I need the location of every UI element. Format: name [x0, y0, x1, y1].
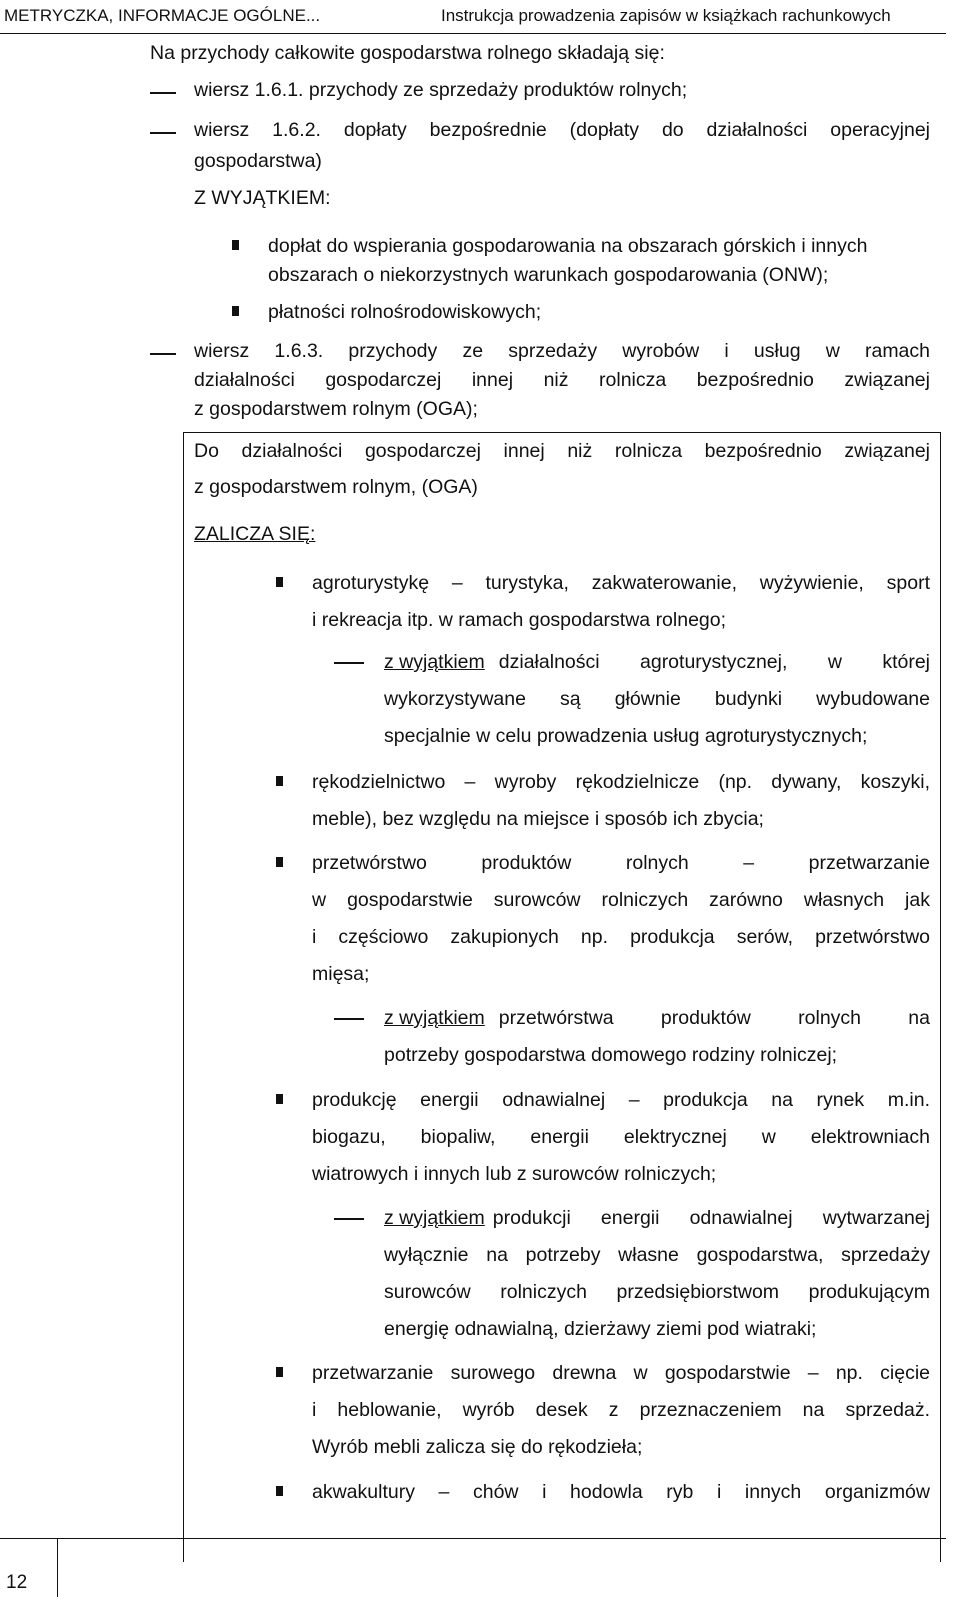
agrotourism-exception-line3: specjalnie w celu prowadzenia usług agroturystycznych;: [384, 725, 868, 747]
aquaculture-line1: akwakultury – chów i hodowla ryb i innych organizmów: [312, 1481, 930, 1503]
square-bullet-icon: [276, 1486, 283, 1496]
energy-line2: biogazu, biopaliw, energii elektrycznej w elektrowniach: [312, 1126, 930, 1148]
oga-box: [183, 432, 941, 1562]
agrotourism-line1: agroturystykę – turystyka, zakwaterowanie, wyżywienie, sport: [312, 572, 930, 594]
energy-exception-line4: energię odnawialną, dzierżawy ziemi pod wiatraki;: [384, 1318, 817, 1340]
except-label: Z WYJĄTKIEM:: [194, 187, 331, 209]
dash-bullet: [150, 132, 176, 134]
energy-exception-line1: [384, 1207, 930, 1230]
square-bullet-icon: [276, 1094, 283, 1104]
agrotourism-line2: i rekreacja itp. w ramach gospodarstwa rolnego;: [312, 609, 727, 631]
processing-line3: i częściowo zakupionych np. produkcja serów, przetwórstwo: [312, 926, 930, 948]
processing-exception-text: przetwórstwa produktów rolnych na: [498, 1007, 930, 1029]
except-underlined: z wyjątkiem: [384, 1207, 485, 1229]
wood-line3: Wyrób mebli zalicza się do rękodzieła;: [312, 1436, 643, 1458]
wood-line2: i heblowanie, wyrób desek z przeznaczeniem na sprzedaż.: [312, 1399, 930, 1421]
processing-line1: przetwórstwo produktów rolnych – przetwarzanie: [312, 852, 930, 874]
square-bullet-icon: [276, 577, 283, 587]
energy-exception-line3: surowców rolniczych przedsiębiorstwom produkującym: [384, 1281, 930, 1303]
square-bullet-icon: [232, 240, 239, 250]
exception-onw-line1: dopłat do wspierania gospodarowania na obszarach górskich i innych: [268, 235, 868, 257]
processing-line2: w gospodarstwie surowców rolniczych zarówno własnych jak: [312, 889, 930, 911]
handicraft-line1: rękodzielnictwo – wyroby rękodzielnicze (np. dywany, koszyki,: [312, 771, 930, 793]
dash-bullet: [334, 662, 364, 664]
agrotourism-exception-line1: [384, 651, 930, 674]
processing-exception-line1: [384, 1007, 930, 1030]
square-bullet-icon: [276, 776, 283, 786]
dash-bullet: [334, 1018, 364, 1020]
row-1-6-3-line1: wiersz 1.6.3. przychody ze sprzedaży wyrobów i usług w ramach: [194, 340, 930, 362]
header-section-title: METRYCZKA, INFORMACJE OGÓLNE...: [4, 6, 321, 25]
row-1-6-1: wiersz 1.6.1. przychody ze sprzedaży produktów rolnych;: [194, 79, 688, 101]
oga-definition-line2: z gospodarstwem rolnym, (OGA): [194, 476, 478, 498]
handicraft-line2: meble), bez względu na miejsce i sposób ich zbycia;: [312, 808, 764, 830]
processing-exception-line2: potrzeby gospodarstwa domowego rodziny rolniczej;: [384, 1044, 838, 1066]
dash-bullet: [334, 1218, 364, 1220]
dash-bullet: [150, 353, 176, 355]
energy-line1: produkcję energii odnawialnej – produkcja na rynek m.in.: [312, 1089, 930, 1111]
row-1-6-3-line2: działalności gospodarczej innej niż rolnicza bezpośrednio związanej: [194, 369, 930, 391]
wood-line1: przetwarzanie surowego drewna w gospodarstwie – np. cięcie: [312, 1362, 930, 1384]
oga-definition-line1: Do działalności gospodarczej innej niż rolnicza bezpośrednio związanej: [194, 440, 930, 462]
dash-bullet: [150, 92, 176, 94]
row-1-6-2-line2: gospodarstwa): [194, 150, 322, 172]
row-1-6-2-line1: wiersz 1.6.2. dopłaty bezpośrednie (dopłaty do działalności operacyjnej: [194, 119, 930, 141]
processing-line4: mięsa;: [312, 963, 370, 985]
header-rule: [0, 33, 946, 34]
intro-text: Na przychody całkowite gospodarstwa rolnego składają się:: [150, 42, 665, 64]
square-bullet-icon: [232, 306, 239, 316]
footer-divider: [57, 1538, 58, 1597]
square-bullet-icon: [276, 857, 283, 867]
exception-agri-env: płatności rolnośrodowiskowych;: [268, 301, 542, 323]
row-1-6-3-line3: z gospodarstwem rolnym (OGA);: [194, 398, 478, 420]
exception-onw-line2: obszarach o niekorzystnych warunkach gospodarowania (ONW);: [268, 264, 829, 286]
energy-line3: wiatrowych i innych lub z surowców rolniczych;: [312, 1163, 717, 1185]
page-number: 12: [6, 1572, 28, 1593]
energy-exception-line2: wyłącznie na potrzeby własne gospodarstwa, sprzedaży: [384, 1244, 930, 1266]
includes-label: ZALICZA SIĘ:: [194, 523, 316, 545]
footer-rule: [0, 1538, 946, 1539]
agrotourism-exception-line2: wykorzystywane są głównie budynki wybudowane: [384, 688, 930, 710]
except-underlined: z wyjątkiem: [384, 651, 485, 673]
header-document-title: Instrukcja prowadzenia zapisów w książkach rachunkowych: [441, 6, 891, 25]
square-bullet-icon: [276, 1367, 283, 1377]
energy-exception-text: produkcji energii odnawialnej wytwarzanej: [492, 1207, 930, 1229]
except-underlined: z wyjątkiem: [384, 1007, 485, 1029]
agrotourism-exception-text: działalności agroturystycznej, w której: [498, 651, 930, 673]
